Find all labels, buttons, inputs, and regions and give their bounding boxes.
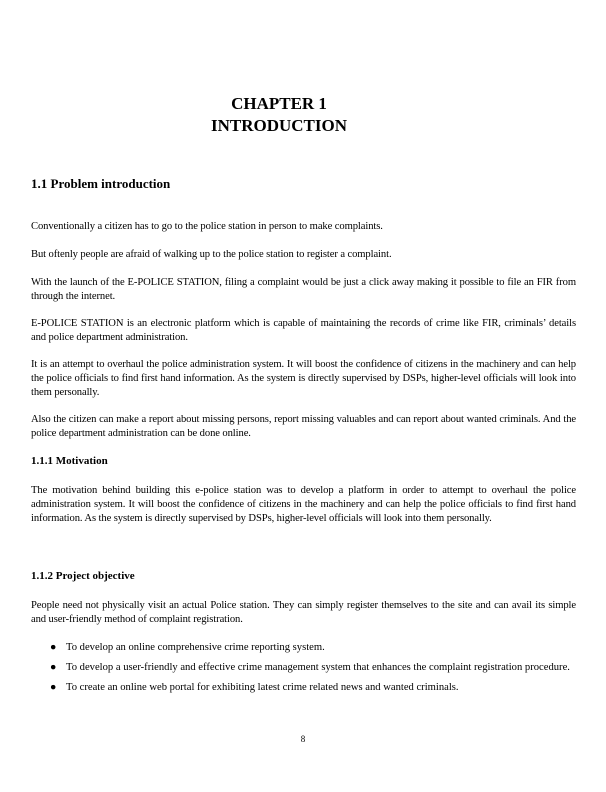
bullet-icon: ●	[50, 682, 57, 693]
paragraph: People need not physically visit an actual Police station. They can simply register themselves to the site and can avail its simple and user-friendly method of complaint registration.	[31, 600, 576, 625]
list-item	[50, 641, 576, 655]
chapter-number: CHAPTER 1	[231, 94, 327, 113]
chapter-title: INTRODUCTION	[210, 116, 348, 135]
bullet-icon: ●	[50, 642, 57, 653]
subsection-heading-project-objective: 1.1.2 Project objective	[31, 570, 135, 582]
paragraph: E-POLICE STATION is an electronic platform which is capable of maintaining the records of crime like FIR, criminals’ details and police department administration.	[31, 318, 576, 343]
subsection-heading-motivation: 1.1.1 Motivation	[31, 455, 108, 467]
paragraph: But oftenly people are afraid of walking up to the police station to register a complaint.	[31, 249, 392, 260]
paragraph: With the launch of the E-POLICE STATION, filing a complaint would be just a click away making it possible to file an FIR from through the internet.	[31, 277, 576, 302]
list-item	[50, 681, 576, 695]
page-number: 8	[300, 734, 306, 744]
list-item-text: To develop a user-friendly and effective crime management system that enhances the complaint registration procedure.	[66, 662, 570, 673]
paragraph: It is an attempt to overhaul the police administration system. It will boost the confidence of citizens in the machinery and can help the police officials to find first hand information. As the system is directly supervised by DSPs, higher-level officials will look into them personally.	[31, 359, 576, 398]
list-item-text: To develop an online comprehensive crime reporting system.	[66, 642, 325, 653]
objective-list	[50, 641, 576, 701]
list-item-text: To create an online web portal for exhibiting latest crime related news and wanted criminals.	[66, 682, 459, 693]
paragraph: Also the citizen can make a report about missing persons, report missing valuables and can report about wanted criminals. And the police department administration can be done online.	[31, 414, 576, 439]
paragraph: Conventionally a citizen has to go to the police station in person to make complaints.	[31, 221, 383, 232]
bullet-icon: ●	[50, 662, 57, 673]
paragraph: The motivation behind building this e-police station was to develop a platform in order to attempt to overhaul the police administration system. It will boost the confidence of citizens in the machinery and can help the police officials to find first hand information. As the system is directly supervised by DSPs, higher-level officials will look into them personally.	[31, 485, 576, 524]
list-item	[50, 661, 576, 675]
section-heading-problem-introduction: 1.1 Problem introduction	[31, 176, 171, 191]
